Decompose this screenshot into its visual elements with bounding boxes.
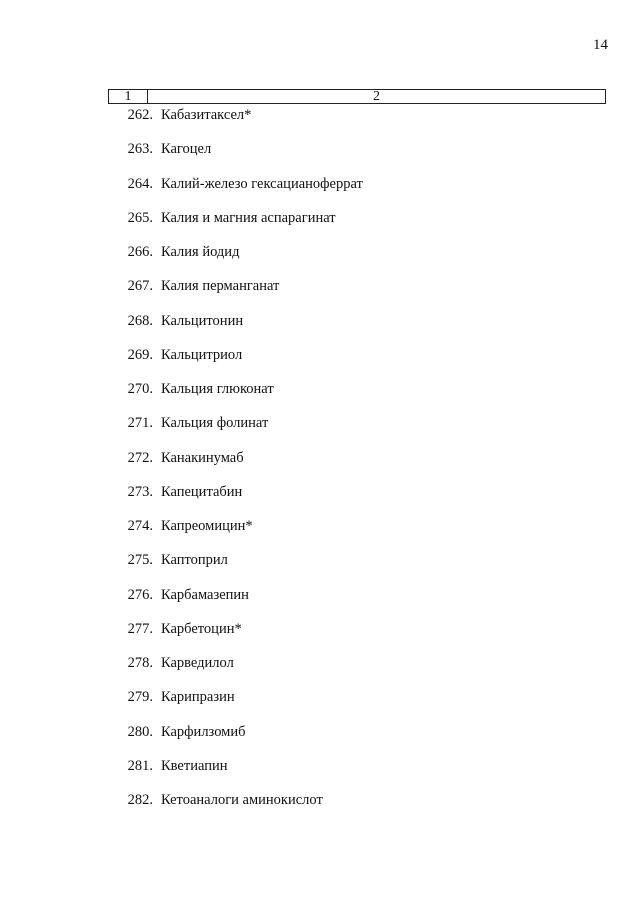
entry-name: Канакинумаб <box>161 449 244 466</box>
list-item <box>108 688 363 722</box>
entry-name: Калия перманганат <box>161 278 280 295</box>
entry-number: 264. <box>127 175 153 192</box>
list-item <box>108 723 363 757</box>
entry-name: Кальция фолинат <box>161 415 269 432</box>
entry-number: 272. <box>127 449 153 466</box>
entry-number: 270. <box>127 381 153 397</box>
entry-name: Калия и магния аспарагинат <box>161 209 336 226</box>
entry-number: 265. <box>127 209 153 226</box>
list-item <box>108 791 363 825</box>
table-header <box>108 89 606 104</box>
list-item <box>108 209 363 243</box>
entry-number: 277. <box>127 620 153 637</box>
entry-name: Калий-железо гексацианоферрат <box>161 175 363 192</box>
entry-name: Кагоцел <box>161 141 212 158</box>
entry-name: Карипразин <box>161 689 235 706</box>
list-item <box>108 243 363 277</box>
list-item <box>108 517 363 551</box>
list-item <box>108 380 363 414</box>
entry-name: Кальцитонин <box>161 312 244 329</box>
drug-list <box>108 106 363 825</box>
entry-number: 274. <box>127 518 153 534</box>
entry-number: 273. <box>127 483 153 500</box>
entry-name: Калия йодид <box>161 244 240 260</box>
entry-number: 281. <box>127 757 153 774</box>
entry-name: Капецитабин <box>161 483 243 500</box>
page-number: 14 <box>593 37 608 53</box>
entry-name: Карбамазепин <box>161 586 249 603</box>
entry-number: 267. <box>127 278 153 295</box>
list-item <box>108 757 363 791</box>
entry-number: 268. <box>127 312 153 329</box>
entry-name: Карбетоцин* <box>161 620 242 637</box>
list-item <box>108 620 363 654</box>
list-item <box>108 586 363 620</box>
entry-name: Кальция глюконат <box>161 381 274 397</box>
entry-name: Кетоаналоги аминокислот <box>161 792 323 808</box>
entry-name: Кветиапин <box>161 757 228 774</box>
entry-number: 280. <box>127 723 153 740</box>
table-header-col1: 1 <box>109 90 148 103</box>
list-item <box>108 106 363 140</box>
list-item <box>108 654 363 688</box>
entry-number: 262. <box>127 107 153 123</box>
list-item <box>108 414 363 448</box>
list-item <box>108 277 363 311</box>
list-item <box>108 551 363 585</box>
table-header-col2: 2 <box>373 89 380 104</box>
entry-name: Кабазитаксел* <box>161 107 252 123</box>
list-item <box>108 483 363 517</box>
entry-name: Карфилзомиб <box>161 723 246 740</box>
list-item <box>108 312 363 346</box>
entry-number: 266. <box>127 244 153 260</box>
list-item <box>108 140 363 174</box>
entry-name: Каптоприл <box>161 552 228 569</box>
list-item <box>108 175 363 209</box>
entry-number: 276. <box>127 586 153 603</box>
entry-number: 275. <box>127 552 153 569</box>
entry-number: 282. <box>127 792 153 808</box>
entry-number: 263. <box>127 141 153 158</box>
entry-number: 269. <box>127 346 153 363</box>
list-item <box>108 449 363 483</box>
entry-number: 278. <box>127 655 153 671</box>
entry-name: Капреомицин* <box>161 518 253 534</box>
entry-number: 279. <box>127 689 153 706</box>
entry-number: 271. <box>127 415 153 432</box>
list-item <box>108 346 363 380</box>
entry-name: Кальцитриол <box>161 346 243 363</box>
entry-name: Карведилол <box>161 655 234 671</box>
